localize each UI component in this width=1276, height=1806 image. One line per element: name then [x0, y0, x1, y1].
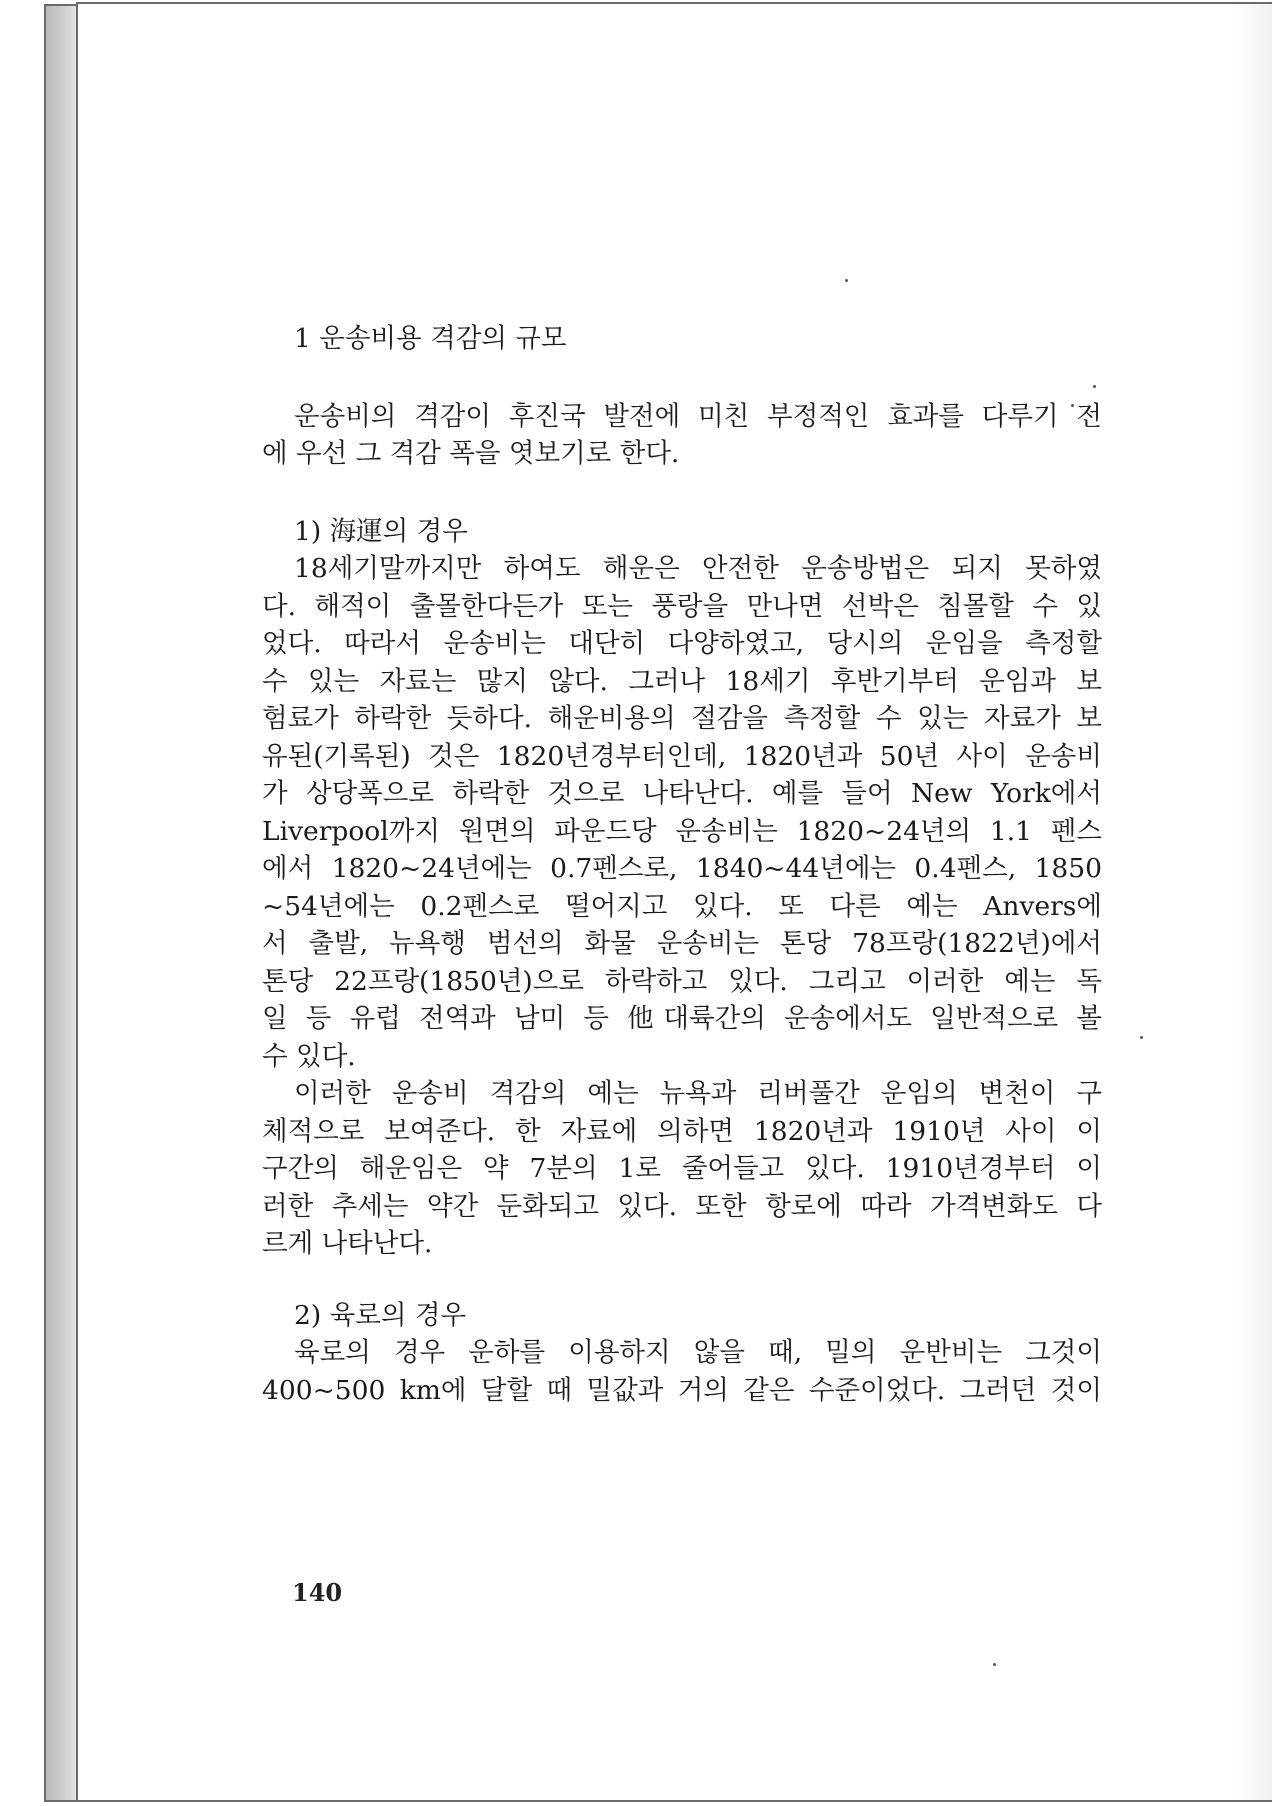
text-line: 400~500 km에 달할 때 밀값과 거의 같은 수준이었다. 그러던 것이	[262, 1374, 1102, 1406]
page-shadow	[1236, 4, 1272, 1800]
text-line: 험료가 하락한 듯하다. 해운비용의 절감을 측정할 수 있는 자료가 보	[262, 703, 1102, 734]
text-line: 유된(기록된) 것은 1820년경부터인데, 1820년과 50년 사이 운송비	[262, 740, 1102, 772]
scan-speck	[1140, 1036, 1143, 1039]
text-line: 러한 추세는 약간 둔화되고 있다. 또한 항로에 따라 가격변화도 다	[262, 1190, 1102, 1222]
text-line: ~54년에는 0.2펜스로 떨어지고 있다. 또 다른 예는 Anvers에	[262, 890, 1102, 922]
intro-paragraph	[262, 398, 1102, 473]
book-spine-edge	[44, 4, 78, 1802]
text-line: 가 상당폭으로 하락한 것으로 나타난다. 예를 들어 New York에서	[262, 778, 1102, 809]
subsection-heading-land: 2) 육로의 경우	[294, 1299, 467, 1331]
text-line: 육로의 경우 운하를 이용하지 않을 때, 밀의 운반비는 그것이	[294, 1337, 1102, 1368]
page-number: 140	[292, 1578, 343, 1607]
text-line: 수 있는 자료는 많지 않다. 그러나 18세기 후반기부터 운임과 보	[262, 665, 1102, 697]
text-line: 다. 해적이 출몰한다든가 또는 풍랑을 만나면 선박은 침몰할 수 있	[262, 590, 1102, 622]
text-line: 었다. 따라서 운송비는 대단히 다양하였고, 당시의 운임을 측정할	[262, 628, 1102, 659]
text-line: 톤당 22프랑(1850년)으로 하락하고 있다. 그리고 이러한 예는 독	[262, 965, 1102, 997]
scan-speck	[993, 1663, 996, 1666]
page-body	[262, 320, 1102, 1409]
text-line: 일 등 유럽 전역과 남미 등 他대륙간의 운송에서도 일반적으로 볼	[262, 1003, 1102, 1034]
text-line: 르게 나타난다.	[262, 1228, 433, 1259]
section-title: 1 운송비용 격감의 규모	[294, 323, 567, 354]
subsection-heading-sea: 1) 海運의 경우	[294, 515, 468, 547]
sea-paragraph-2	[262, 1075, 1102, 1263]
text-line: 수 있다.	[262, 1040, 356, 1072]
land-paragraph-1	[262, 1334, 1102, 1409]
text-line: 이러한 운송비 격감의 예는 뉴욕과 리버풀간 운임의 변천이 구	[294, 1078, 1102, 1109]
sea-paragraph-1	[262, 550, 1102, 1075]
text-line: 운송비의 격감이 후진국 발전에 미친 부정적인 효과를 다루기 전	[294, 400, 1102, 432]
text-line: 18세기말까지만 하여도 해운은 안전한 운송방법은 되지 못하였	[294, 553, 1102, 584]
text-line: Liverpool까지 원면의 파운드당 운송비는 1820~24년의 1.1 펜스	[262, 815, 1102, 847]
text-line: 에서 1820~24년에는 0.7펜스로, 1840~44년에는 0.4펜스, 1850	[262, 853, 1102, 884]
text-line: 체적으로 보여준다. 한 자료에 의하면 1820년과 1910년 사이 이	[262, 1115, 1102, 1147]
text-line: 서 출발, 뉴욕행 범선의 화물 운송비는 톤당 78프랑(1822년)에서	[262, 928, 1102, 959]
text-line: 에 우선 그 격감 폭을 엿보기로 한다.	[262, 438, 680, 469]
scan-speck	[845, 279, 848, 282]
text-line: 구간의 해운임은 약 7분의 1로 줄어들고 있다. 1910년경부터 이	[262, 1153, 1102, 1184]
